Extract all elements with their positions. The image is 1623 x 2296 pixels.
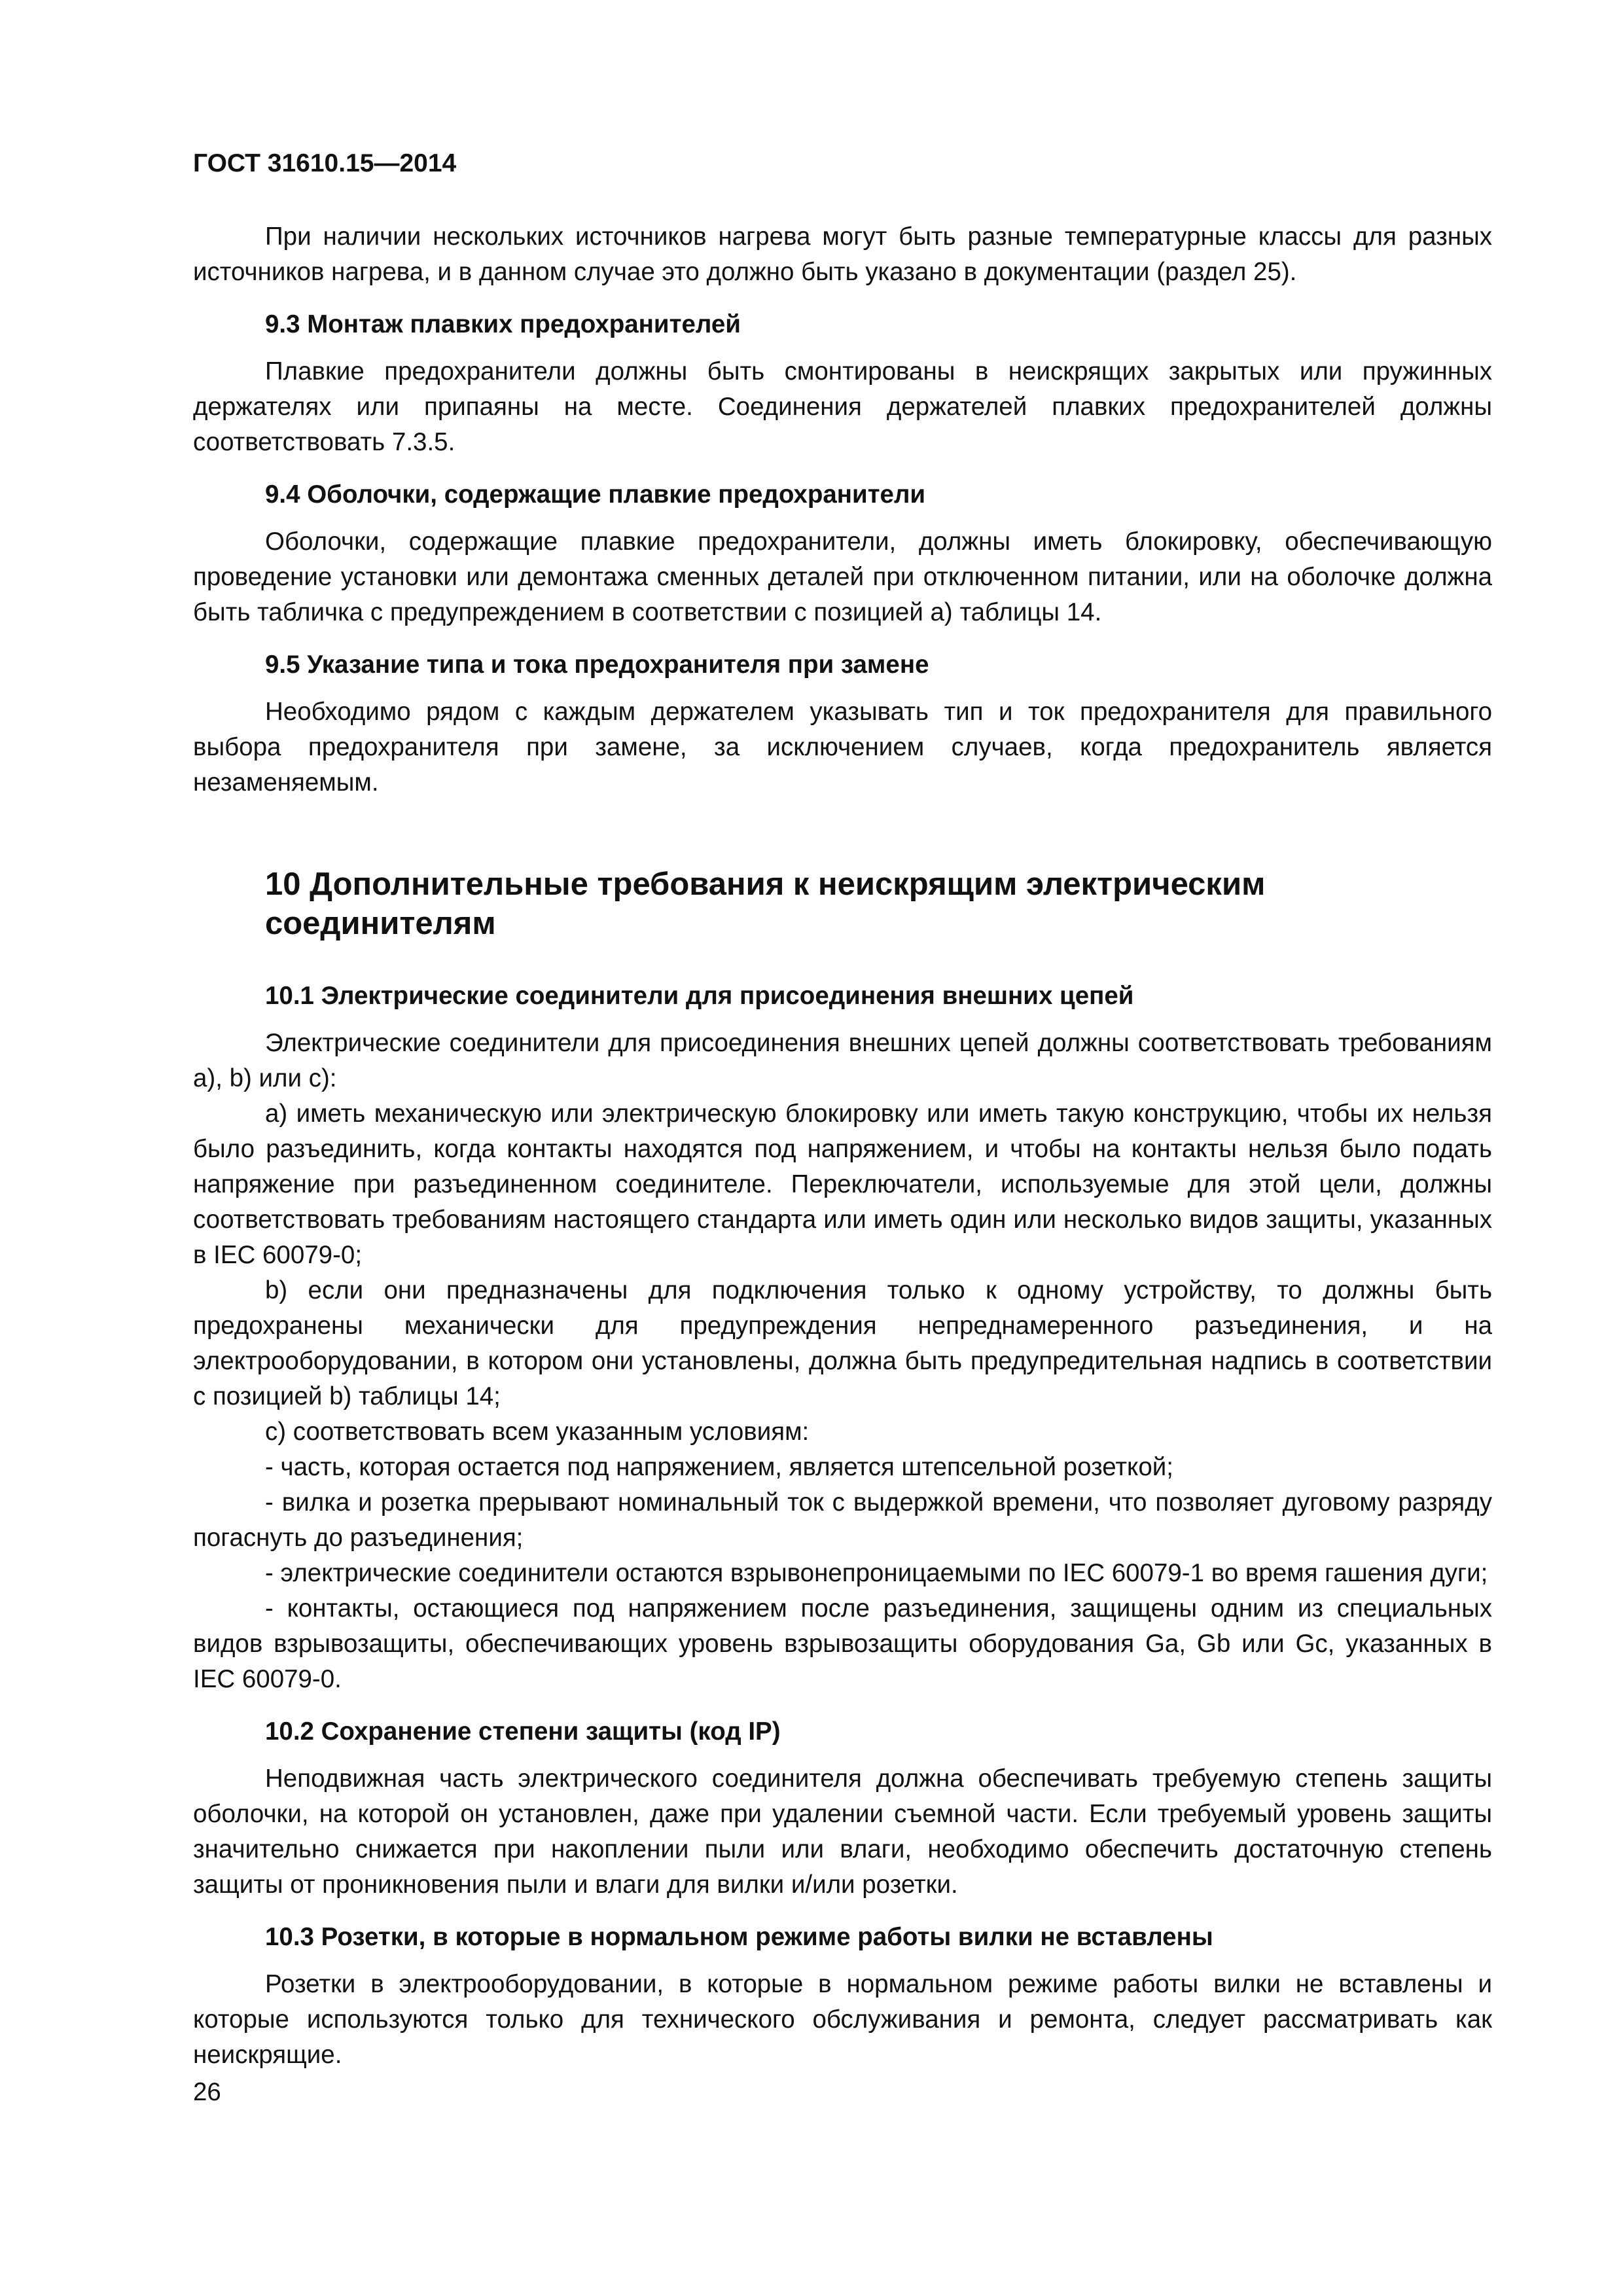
sublist-item: - вилка и розетка прерывают номинальный ток с выдержкой времени, что позволяет дуговому разряду погаснуть до разъединения; [193, 1488, 1492, 1552]
section-9-4-paragraph: Оболочки, содержащие плавкие предохранители, должны иметь блокировку, обеспечивающую проведение установки или демонтажа сменных деталей при отключенном питании, или на оболочке должна быть табличка с предупреждением в соответствии с позицией а) таблицы 14. [193, 528, 1492, 626]
section-9-5-paragraph: Необходимо рядом с каждым держателем указывать тип и ток предохранителя для правильного выбора предохранителя при замене, за исключением случаев, когда предохранитель является незаменяемым. [193, 698, 1492, 797]
sublist-item: - контакты, остающиеся под напряжением после разъединения, защищены одним из специальных видов взрывозащиты, обеспечивающих уровень взрывозащиты оборудования Ga, Gb или Gc, указанных в IEC 60079-0. [193, 1594, 1492, 1693]
section-10-1-heading: 10.1 Электрические соединители для присоединения внешних цепей [265, 982, 1134, 1010]
list-item-b: b) если они предназначены для подключения только к одному устройству, то должны быть предохранены механически для предупреждения непреднамеренного разъединения, и на электрооборудовании, в котором они установлены, должна быть предупредительная надпись в соответствии с позицией b) таблицы 14; [193, 1276, 1492, 1410]
list-item-c: c) соответствовать всем указанным условиям: [265, 1418, 810, 1446]
section-10-3-paragraph: Розетки в электрооборудовании, в которые в нормальном режиме работы вилки не вставлены и которые используются только для технического обслуживания и ремонта, следует рассматривать как неискрящие. [193, 1970, 1492, 2069]
sublist-item: - часть, которая остается под напряжением, является штепсельной розеткой; [265, 1453, 1173, 1481]
section-9-5-heading: 9.5 Указание типа и тока предохранителя при замене [265, 651, 929, 679]
list-item-a: a) иметь механическую или электрическую блокировку или иметь такую конструкцию, чтобы их нельзя было разъединить, когда контакты находятся под напряжением, и чтобы на контакты нельзя было подать напряжение при разъединенном соединителе. Переключатели, используемые для этой цели, должны соответствовать требованиям настоящего стандарта или иметь один или несколько видов защиты, указанных в IEC 60079-0; [193, 1100, 1492, 1269]
section-10-3-heading: 10.3 Розетки, в которые в нормальном режиме работы вилки не вставлены [265, 1923, 1213, 1951]
section-9-4-heading: 9.4 Оболочки, содержащие плавкие предохранители [265, 480, 926, 509]
page-body [193, 219, 1492, 2073]
section-9-3-heading: 9.3 Монтаж плавких предохранителей [265, 310, 741, 338]
section-9-3-paragraph: Плавкие предохранители должны быть смонтированы в неискрящих закрытых или пружинных держателях или припаяны на месте. Соединения держателей плавких предохранителей должны соответствовать 7.3.5. [193, 357, 1492, 456]
page-number: 26 [193, 2078, 221, 2106]
section-10-2-paragraph: Неподвижная часть электрического соединителя должна обеспечивать требуемую степень защиты оболочки, на которой он установлен, даже при удалении съемной части. Если требуемый уровень защиты значительно снижается при накоплении пыли или влаги, необходимо обеспечить достаточную степень защиты от проникновения пыли и влаги для вилки и/или розетки. [193, 1765, 1492, 1899]
section-10-2-heading: 10.2 Сохранение степени защиты (код IP) [265, 1717, 781, 1746]
section-10-heading: 10 Дополнительные требования к неискрящим электрическим соединителям [265, 867, 1266, 941]
sublist-item: - электрические соединители остаются взрывонепроницаемыми по IEC 60079-1 во время гашения дуги; [265, 1559, 1488, 1587]
intro-paragraph: При наличии нескольких источников нагрева могут быть разные температурные классы для разных источников нагрева, и в данном случае это должно быть указано в документации (раздел 25). [193, 223, 1492, 286]
section-10-1-paragraph: Электрические соединители для присоединения внешних цепей должны соответствовать требованиям a), b) или c): [193, 1029, 1492, 1092]
running-header: ГОСТ 31610.15—2014 [193, 149, 457, 177]
